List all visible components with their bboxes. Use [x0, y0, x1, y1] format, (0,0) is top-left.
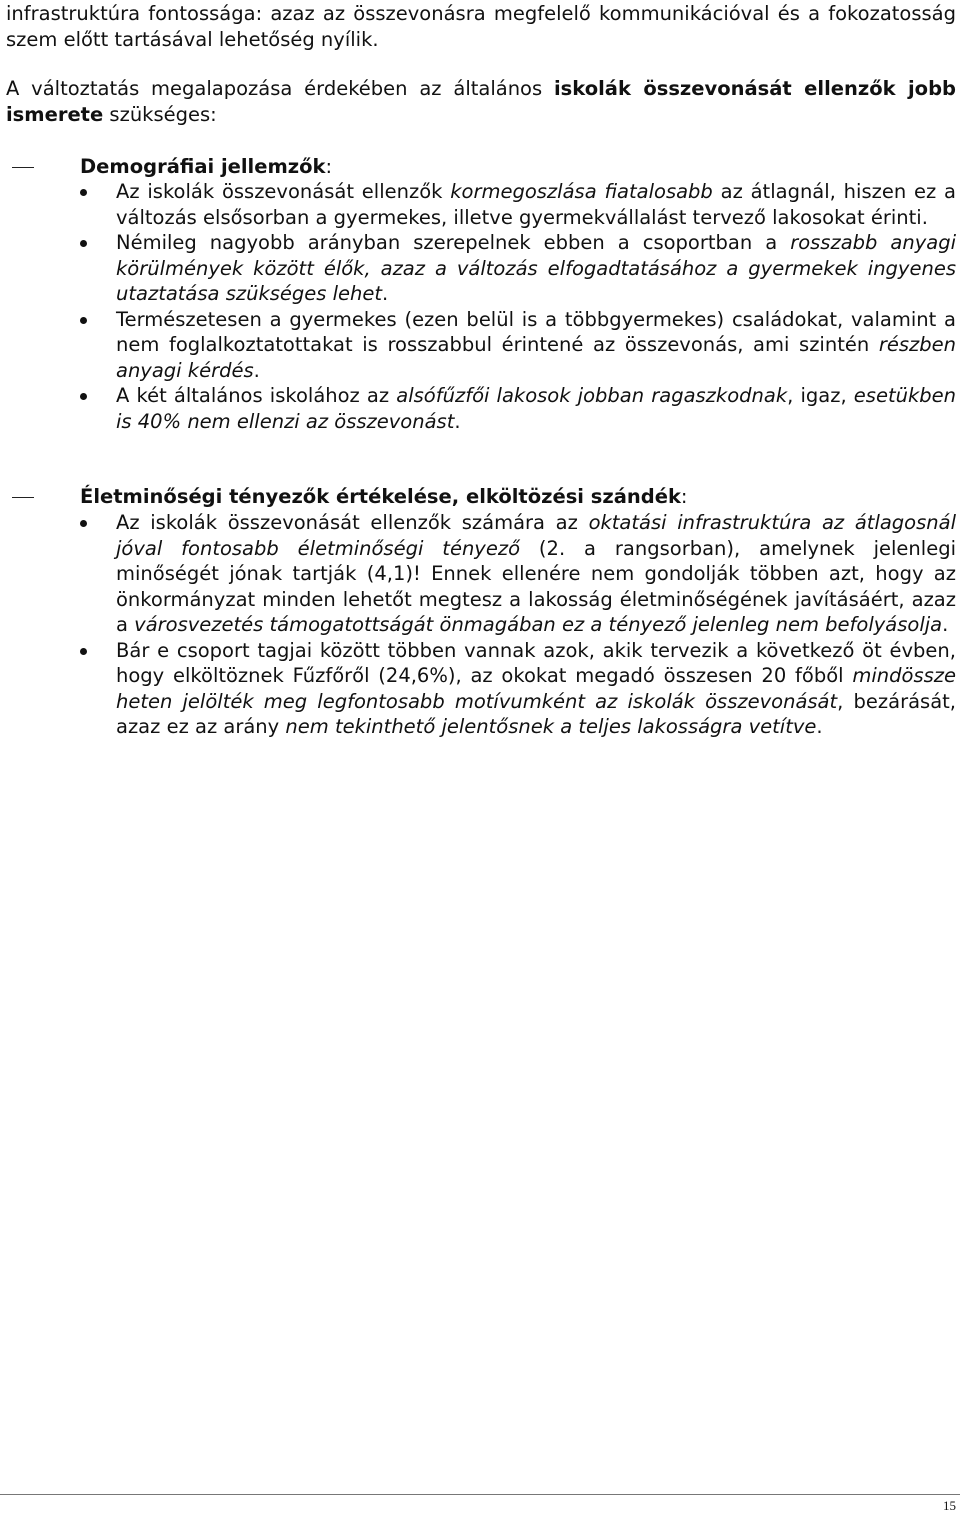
bullet-icon: [80, 240, 87, 247]
heading-text: Életminőségi tényezők értékelése, elköltözési szándék: [80, 485, 681, 508]
bullet-list-demographics: [0, 179, 960, 434]
list-item: Természetesen a gyermekes (ezen belül is a többgyermekes) családokat, valamint a nem foglalkoztatottakat is rosszabbul érintené az összevonás, ami szintén részben anyagi kérdés.: [0, 307, 956, 384]
heading-colon: :: [680, 485, 688, 508]
paragraph-intro: [6, 76, 956, 127]
bullet-icon: [80, 317, 87, 324]
heading-text: Demográfiai jellemzők: [80, 155, 326, 178]
page-number: 15: [943, 1498, 956, 1513]
bullet-icon: [80, 520, 87, 527]
bullet-icon: [80, 189, 87, 196]
list-item: Bár e csoport tagjai között többen vannak azok, akik tervezik a következő öt évben, hogy elköltöznek Fűzfőről (24,6%), az okokat megadó összesen 20 főből mindössze heten jelölték meg legfontosabb motívumként az iskolák összevonását, bezárását, azaz ez az arány nem tekinthető jelentősnek a teljes lakosságra vetítve.: [0, 638, 956, 740]
bullet-icon: [80, 393, 87, 400]
footer-divider: [0, 1494, 960, 1495]
paragraph-text: A változtatás megalapozása érdekében az általános: [6, 77, 554, 100]
dash-bullet-icon: [12, 167, 34, 168]
list-item: Az iskolák összevonását ellenzők kormegoszlása fiatalosabb az átlagnál, hiszen ez a változás elsősorban a gyermekes, illetve gyermekvállalást tervező lakosokat érinti.: [0, 179, 956, 230]
list-item: Az iskolák összevonását ellenzők számára az oktatási infrastruktúra az átlagosnál jóval fontosabb életminőségi tényező (2. a rangsorban), amelynek jelenlegi minőségét jónak tartják (4,1)! Ennek ellenére nem gondolják többen azt, hogy az önkormányzat minden lehetőt megtesz a lakosság életminőségének javításáért, azaz a városvezetés támogatottságát önmagában ez a tényező jelenleg nem befolyásolja.: [0, 510, 956, 638]
list-item: A két általános iskolához az alsófűzfői lakosok jobban ragaszkodnak, igaz, esetükben is 40% nem ellenzi az összevonást.: [0, 383, 956, 434]
paragraph-intro-continued: infrastruktúra fontossága: azaz az összevonásra megfelelő kommunikációval és a fokozatosság szem előtt tartásával lehetőség nyílik.: [6, 2, 956, 51]
bullet-list-quality-of-life: [0, 510, 960, 740]
bold-phrase: iskolák összevonását ellenzők jobb ismerete: [6, 77, 956, 126]
dash-bullet-icon: [12, 497, 34, 498]
paragraph-text: szükséges:: [103, 102, 217, 126]
heading-colon: :: [325, 155, 333, 178]
list-item: Némileg nagyobb arányban szerepelnek ebben a csoportban a rosszabb anyagi körülmények között élők, azaz a változás elfogadtatásához a gyermekek ingyenes utaztatása szükséges lehet.: [0, 230, 956, 307]
bullet-icon: [80, 648, 87, 655]
